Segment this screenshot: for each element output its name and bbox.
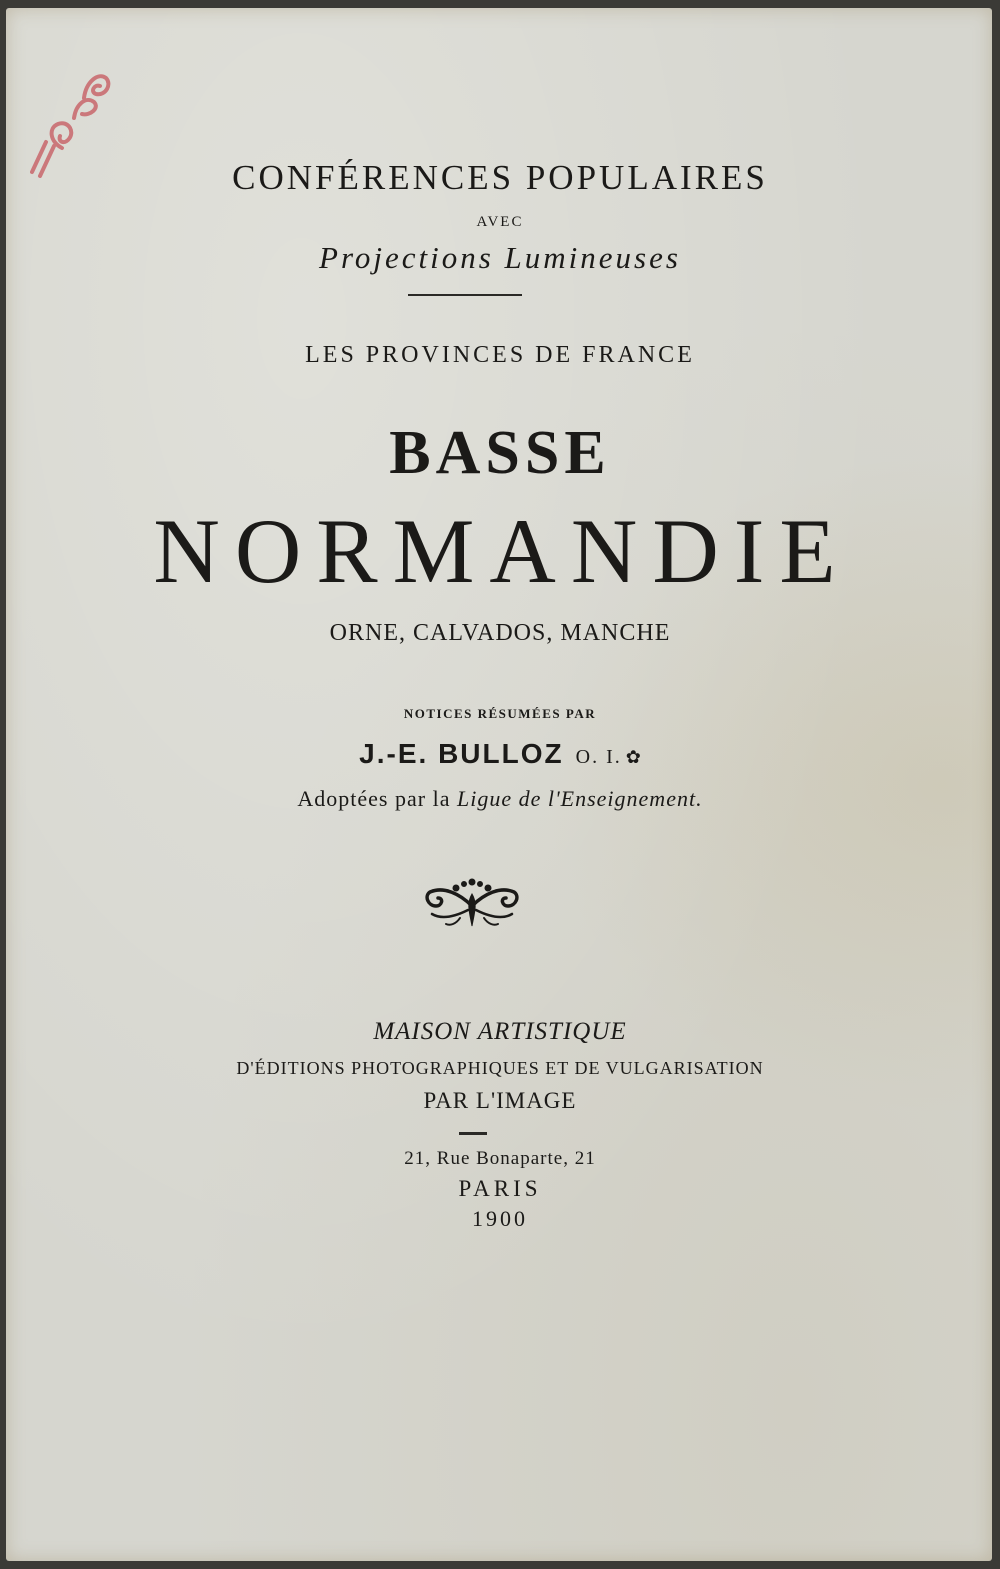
publication-year: 1900 bbox=[472, 1206, 528, 1231]
publisher-address: 21, Rue Bonaparte, 21 bbox=[404, 1148, 596, 1169]
notices-label: NOTICES RÉSUMÉES PAR bbox=[403, 706, 597, 721]
collection-title: LES PROVINCES DE FRANCE bbox=[305, 342, 695, 368]
short-divider-rule bbox=[459, 1132, 487, 1135]
book-title-line1: BASSE bbox=[389, 419, 611, 487]
author-honor: O. I. bbox=[575, 746, 622, 768]
book-title-line2: NORMANDIE bbox=[153, 500, 851, 602]
author-line bbox=[0, 738, 1000, 771]
series-avec: AVEC bbox=[476, 214, 524, 230]
adopted-line bbox=[0, 786, 1000, 812]
author-name: J.-E. BULLOZ bbox=[359, 738, 564, 769]
adopted-prefix: Adoptées par la bbox=[297, 786, 451, 811]
series-title: CONFÉRENCES POPULAIRES bbox=[232, 158, 768, 197]
divider-rule bbox=[408, 294, 522, 296]
academic-palms-icon: ✿ bbox=[625, 747, 641, 767]
publisher-line2: D'ÉDITIONS PHOTOGRAPHIQUES ET DE VULGARISATION bbox=[236, 1058, 764, 1078]
publisher-name: MAISON ARTISTIQUE bbox=[373, 1018, 627, 1045]
fleuron-ornament-icon bbox=[420, 876, 524, 930]
publisher-line3: PAR L'IMAGE bbox=[423, 1088, 577, 1113]
departments-subtitle: ORNE, CALVADOS, MANCHE bbox=[329, 620, 671, 646]
adopted-by: Ligue de l'Enseignement. bbox=[456, 786, 703, 811]
publisher-city: PARIS bbox=[458, 1176, 542, 1201]
series-subtitle: Projections Lumineuses bbox=[319, 240, 681, 275]
